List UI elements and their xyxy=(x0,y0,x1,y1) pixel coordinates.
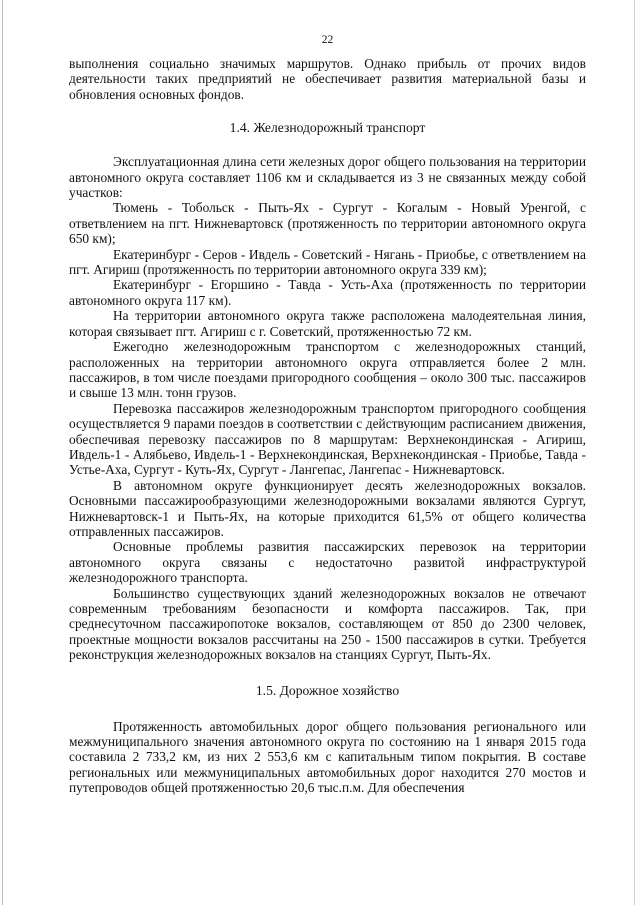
section-heading-railway: 1.4. Железнодорожный транспорт xyxy=(229,120,426,136)
section-heading-roads: 1.5. Дорожное хозяйство xyxy=(255,682,400,698)
intro-paragraph: выполнения социально значимых маршрутов. Однако прибыль от прочих видов деятельности таких предприятий не обеспечивает развития материальной базы и обновления основных фондов. xyxy=(69,56,586,102)
section-body-roads xyxy=(69,719,586,796)
section-body-railway xyxy=(69,154,586,662)
paragraph: Перевозка пассажиров железнодорожным транспортом пригородного сообщения осуществляется 9 парами поездов в соответствии с действующим расписанием движения, обеспечивая перевозку пассажиров по 8 маршрутам: Верхнекондинская - Агириш, Ивдель-1 - Алябьево, Ивдель-1 - Верхнекондинская, Верхнекондинская - Приобье, Тавда - Устье-Аха, Сургут - Куть-Ях, Сургут - Лангепас, Лангепас - Нижневартовск. xyxy=(69,400,586,478)
paragraph: Екатеринбург - Серов - Ивдель - Советский - Нягань - Приобье, с ответвлением на пгт. Агириш (протяженность по территории автономного округа 339 км); xyxy=(69,246,586,278)
paragraph: В автономном округе функционирует десять железнодорожных вокзалов. Основными пассажирообразующими железнодорожными вокзалами являются Сургут, Нижневартовск-1 и Пыть-Ях, на которые приходится 61,5% от общего количества отправленных пассажиров. xyxy=(69,477,586,539)
paragraph: Основные проблемы развития пассажирских перевозок на территории автономного округа связаны с недостаточно развитой инфраструктурой железнодорожного транспорта. xyxy=(69,539,586,586)
scan-edge-left xyxy=(2,0,3,905)
paragraph: Екатеринбург - Егоршино - Тавда - Усть-Аха (протяженность по территории автономного округа 117 км). xyxy=(69,277,586,308)
paragraph: Тюмень - Тобольск - Пыть-Ях - Сургут - Когалым - Новый Уренгой, с ответвлением на пгт. Нижневартовск (протяженность по территории автономного округа 650 км); xyxy=(69,200,586,247)
scan-edge-right xyxy=(634,0,635,905)
paragraph: Большинство существующих зданий железнодорожных вокзалов не отвечают современным требованиям безопасности и комфорта пассажиров. Так, при среднесуточном пассажиропотоке вокзалов, составляющем от 850 до 2300 человек, проектные мощности вокзалов рассчитаны на 250 - 1500 пассажиров в сутки. Требуется реконструкция железнодорожных вокзалов на станциях Сургут, Пыть-Ях. xyxy=(69,585,586,663)
paragraph: Протяженность автомобильных дорог общего пользования регионального или межмуниципального значения автономного округа по состоянию на 1 января 2015 года составила 2 733,2 км, из них 2 553,6 км с капитальным типом покрытия. В составе региональных или межмуниципальных автомобильных дорог находится 270 мостов и путепроводов общей протяженностью 20,6 тыс.п.м. Для обеспечения xyxy=(69,718,586,796)
paragraph: Эксплуатационная длина сети железных дорог общего пользования на территории автономного округа составляет 1106 км и складывается из 3 не связанных между собой участков: xyxy=(69,154,586,201)
paragraph: Ежегодно железнодорожным транспортом с железнодорожных станций, расположенных на территории автономного округа отправляется более 2 млн. пассажиров, в том числе поездами пригородного сообщения – около 300 тыс. пассажиров и свыше 13 млн. тонн грузов. xyxy=(69,339,586,401)
page-number: 22 xyxy=(321,34,334,46)
paragraph: На территории автономного округа также расположена малодеятельная линия, которая связывает пгт. Агириш с г. Советский, протяженностью 72 км. xyxy=(69,308,586,339)
